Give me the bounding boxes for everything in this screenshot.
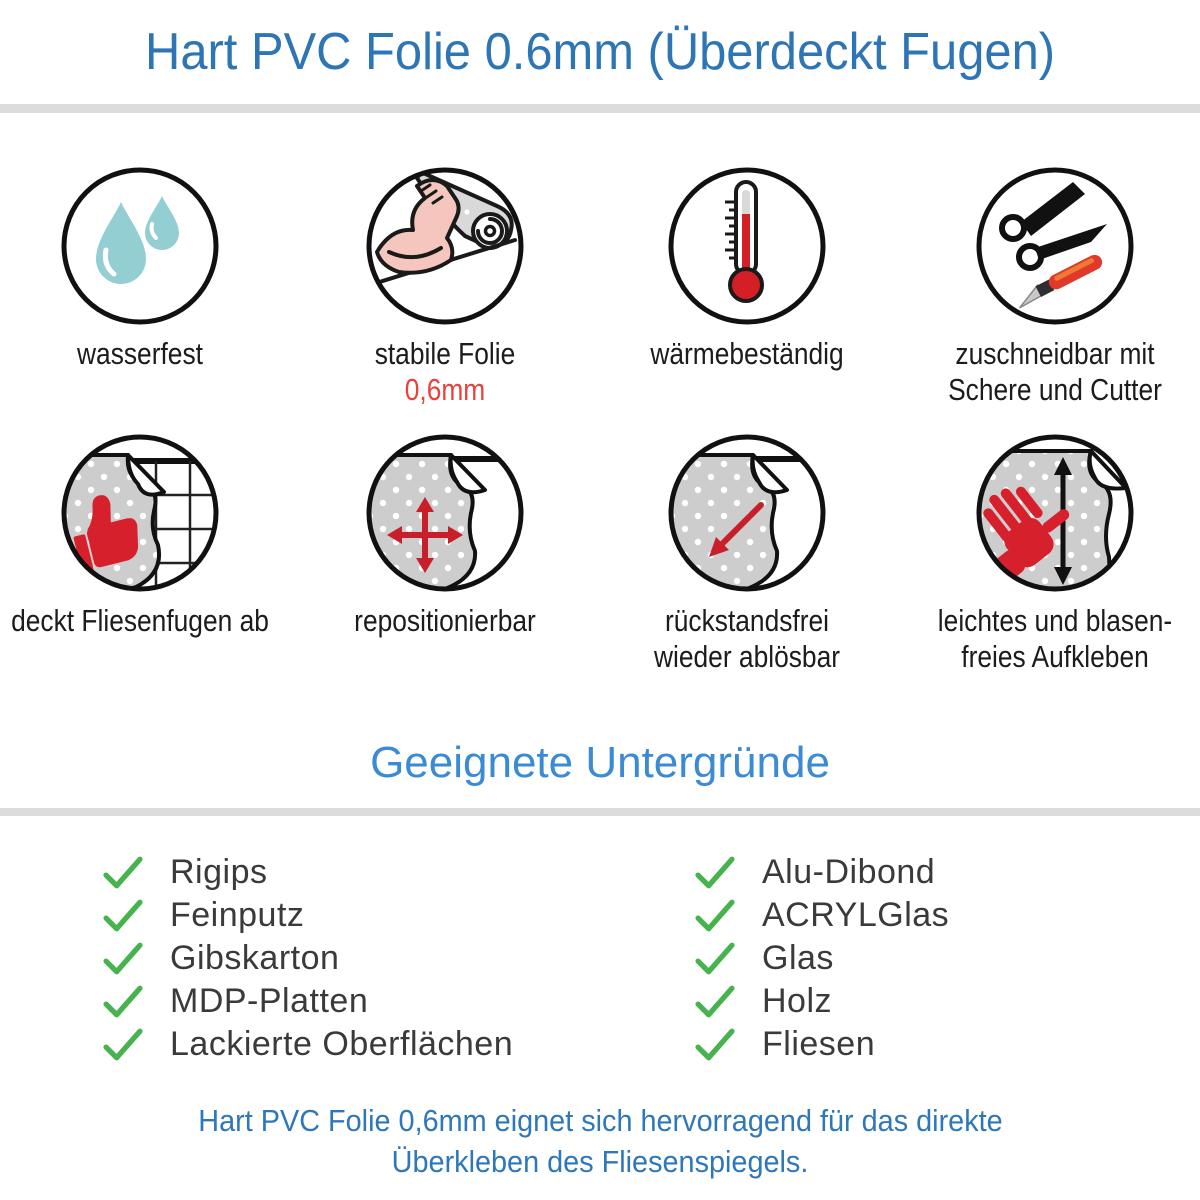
list-item <box>100 851 513 894</box>
peel-off-foil-icon <box>665 431 829 595</box>
substrate-label: Glas <box>762 939 834 977</box>
divider-middle <box>0 808 1200 816</box>
feature-label: wasserfest <box>77 336 203 371</box>
footer-line-1: Hart PVC Folie 0,6mm eignet sich hervorragend für das direkte <box>197 1103 1003 1138</box>
feature-label: rückstandsfrei wieder ablösbar <box>653 603 841 674</box>
check-icon <box>100 984 146 1020</box>
substrate-label: ACRYLGlas <box>762 896 950 934</box>
feature-label: wärmebeständig <box>650 336 844 371</box>
feature-repositionierbar <box>299 431 591 639</box>
list-item <box>692 980 949 1023</box>
water-drops-icon <box>58 164 222 328</box>
page-title-text: Hart PVC Folie 0.6mm (Überdeckt Fugen) <box>144 23 1056 81</box>
thermometer-icon <box>665 164 829 328</box>
check-icon <box>692 941 738 977</box>
hand-smoothing-foil-icon <box>973 431 1137 595</box>
muscle-arm-foil-icon <box>363 164 527 328</box>
substrate-label: Gibskarton <box>170 939 340 977</box>
list-item <box>100 980 513 1023</box>
substrates-title: Geeignete Untergründe <box>370 738 830 787</box>
feature-label: leichtes und blasen- freies Aufkleben <box>937 603 1173 674</box>
check-icon <box>100 898 146 934</box>
scissors-cutter-icon <box>973 164 1137 328</box>
list-item <box>100 1023 513 1066</box>
list-item <box>100 894 513 937</box>
substrates-list-left <box>100 851 513 1066</box>
footer-line-2: Überkleben des Fliesenspiegels. <box>391 1144 809 1179</box>
page-title <box>0 22 1200 82</box>
substrate-label: Alu-Dibond <box>762 853 936 891</box>
substrate-label: MDP-Platten <box>170 982 369 1020</box>
list-item <box>100 937 513 980</box>
feature-wasserfest <box>0 164 286 372</box>
divider-top <box>0 104 1200 113</box>
feature-label: repositionierbar <box>354 603 536 638</box>
check-icon <box>100 1027 146 1063</box>
feature-waermebestaendig <box>601 164 893 372</box>
feature-rueckstandsfrei <box>601 431 893 675</box>
list-item <box>692 894 949 937</box>
check-icon <box>100 941 146 977</box>
feature-stabile-folie <box>299 164 591 408</box>
substrate-label: Feinputz <box>170 896 305 934</box>
thumbs-up-tile-foil-icon <box>58 431 222 595</box>
check-icon <box>100 855 146 891</box>
substrate-label: Lackierte Oberflächen <box>170 1025 514 1063</box>
check-icon <box>692 898 738 934</box>
check-icon <box>692 1027 738 1063</box>
substrate-label: Holz <box>762 982 833 1020</box>
feature-label: stabile Folie 0,6mm <box>374 336 516 407</box>
move-arrows-foil-icon <box>363 431 527 595</box>
feature-label: deckt Fliesenfugen ab <box>11 603 269 638</box>
feature-blasenfreies-aufkleben <box>909 431 1200 675</box>
substrate-label: Rigips <box>170 853 268 891</box>
check-icon <box>692 855 738 891</box>
feature-zuschneidbar <box>909 164 1200 408</box>
substrate-label: Fliesen <box>762 1025 876 1063</box>
list-item <box>692 1023 949 1066</box>
list-item <box>692 851 949 894</box>
feature-label: zuschneidbar mit Schere und Cutter <box>948 336 1162 407</box>
footer-note <box>0 1100 1200 1182</box>
feature-deckt-fliesenfugen <box>0 431 286 639</box>
list-item <box>692 937 949 980</box>
substrates-list-right <box>692 851 949 1066</box>
check-icon <box>692 984 738 1020</box>
